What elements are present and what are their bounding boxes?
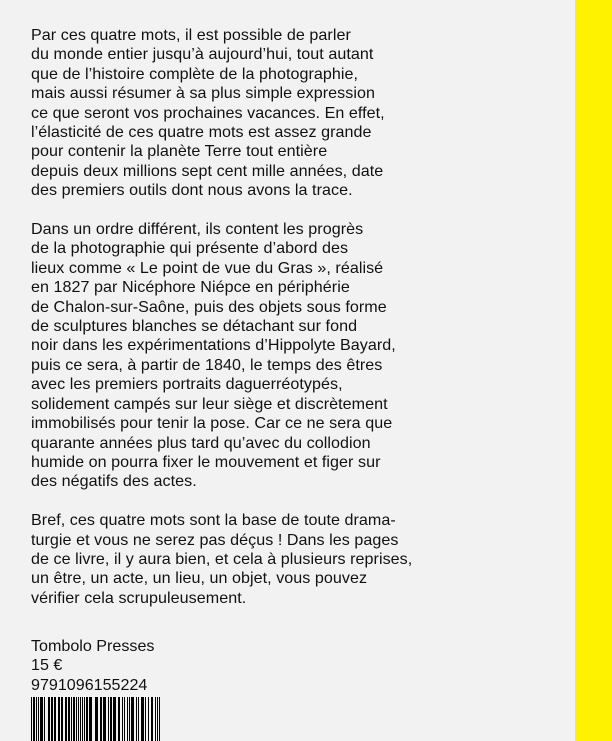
text-line: pour contenir la planète Terre tout entière (31, 142, 328, 161)
barcode-bar (68, 697, 70, 741)
barcode-bar (118, 697, 120, 741)
barcode-bar (38, 697, 39, 741)
text-line: depuis deux millions sept cent mille années, date (31, 161, 384, 180)
paragraph-3 (31, 511, 471, 608)
barcode-bar (33, 697, 35, 741)
barcode-bar (129, 697, 130, 741)
barcode-bar (36, 697, 37, 741)
price: 15 € (31, 656, 63, 675)
text-line: des négatifs des actes. (31, 472, 197, 491)
text-line: lieux comme « Le point de vue du Gras », réalisé (31, 258, 384, 277)
barcode-bar (127, 697, 128, 741)
barcode-bar (65, 697, 67, 741)
paragraph-1 (31, 26, 471, 201)
text-line: l’élasticité de ces quatre mots est assez grande (31, 123, 372, 142)
barcode-bar (103, 697, 106, 741)
isbn-number: 9791096155224 (31, 675, 148, 694)
barcode-bar (31, 697, 32, 741)
barcode-bar (84, 697, 85, 741)
text-line: noir dans les expérimentations d’Hippolyte Bayard, (31, 336, 396, 355)
barcode-bar (159, 697, 160, 741)
barcode-bar (61, 697, 63, 741)
barcode-bar (131, 697, 134, 741)
text-line: Dans un ordre différent, ils content les progrès (31, 220, 364, 239)
barcode-bar (71, 697, 72, 741)
text-line: de sculptures blanches se détachant sur fond (31, 317, 358, 336)
barcode-bar (138, 697, 139, 741)
text-line: humide on pourra fixer le mouvement et figer sur (31, 452, 381, 471)
text-line: ce que seront vos prochaines vacances. En effet, (31, 103, 385, 122)
barcode-bar (51, 697, 53, 741)
text-line: un être, un acte, un lieu, un objet, vous pouvez (31, 569, 368, 588)
barcode-bar (95, 697, 98, 741)
text-line: de la photographie qui présente d’abord des (31, 239, 349, 258)
text-line: Bref, ces quatre mots sont la base de toute drama- (31, 511, 396, 530)
barcode-bar (155, 697, 156, 741)
barcode-bar (113, 697, 116, 741)
barcode (31, 697, 161, 741)
text-line: Par ces quatre mots, il est possible de parler (31, 26, 351, 44)
text-line: puis ce sera, à partir de 1840, le temps des êtres (31, 355, 383, 374)
barcode-bar (73, 697, 75, 741)
text-line: que de l’histoire complète de la photographie, (31, 64, 359, 83)
text-line: vérifier cela scrupuleusement. (31, 588, 247, 607)
text-line: solidement campés sur leur siège et discrètement (31, 394, 388, 413)
yellow-side-strip (575, 0, 612, 741)
text-line: de Chalon-sur-Saône, puis des objets sous forme (31, 297, 387, 316)
barcode-bar (157, 697, 158, 741)
text-line: en 1827 par Nicéphore Niépce en périphérie (31, 278, 350, 297)
text-line: du monde entier jusqu’à aujourd’hui, tout autant (31, 45, 374, 64)
barcode-bar (58, 697, 60, 741)
text-line: avec les premiers portraits daguerréotypés, (31, 375, 343, 394)
barcode-bar (44, 697, 45, 741)
barcode-bar (80, 697, 81, 741)
barcode-bar (76, 697, 77, 741)
barcode-bar (145, 697, 146, 741)
barcode-bar (100, 697, 102, 741)
text-line: immobilisés pour tenir la pose. Car ce ne sera que (31, 414, 393, 433)
barcode-bar (82, 697, 83, 741)
barcode-bar (89, 697, 92, 741)
barcode-bar (48, 697, 50, 741)
barcode-bar (148, 697, 149, 741)
imprint (31, 637, 231, 695)
text-line: de ce livre, il y aura bien, et cela à plusieurs reprises, (31, 549, 413, 568)
publisher-name: Tombolo Presses (31, 637, 155, 655)
barcode-bar (122, 697, 123, 741)
barcode-bar (86, 697, 88, 741)
barcode-bar (110, 697, 112, 741)
barcode-bar (40, 697, 43, 741)
text-line: turgie et vous ne serez pas déçus ! Dans les pages (31, 530, 399, 549)
barcode-bar (108, 697, 109, 741)
barcode-bar (54, 697, 56, 741)
text-line: mais aussi résumer à sa plus simple expression (31, 84, 375, 103)
body-text (31, 26, 471, 628)
barcode-graphic (31, 697, 161, 741)
text-line: des premiers outils dont nous avons la trace. (31, 181, 353, 200)
barcode-bar (124, 697, 125, 741)
barcode-bar (78, 697, 79, 741)
text-line: quarante années plus tard qu’avec du collodion (31, 433, 371, 452)
barcode-bar (151, 697, 153, 741)
paragraph-2 (31, 220, 471, 492)
barcode-bar (141, 697, 144, 741)
barcode-bar (136, 697, 137, 741)
